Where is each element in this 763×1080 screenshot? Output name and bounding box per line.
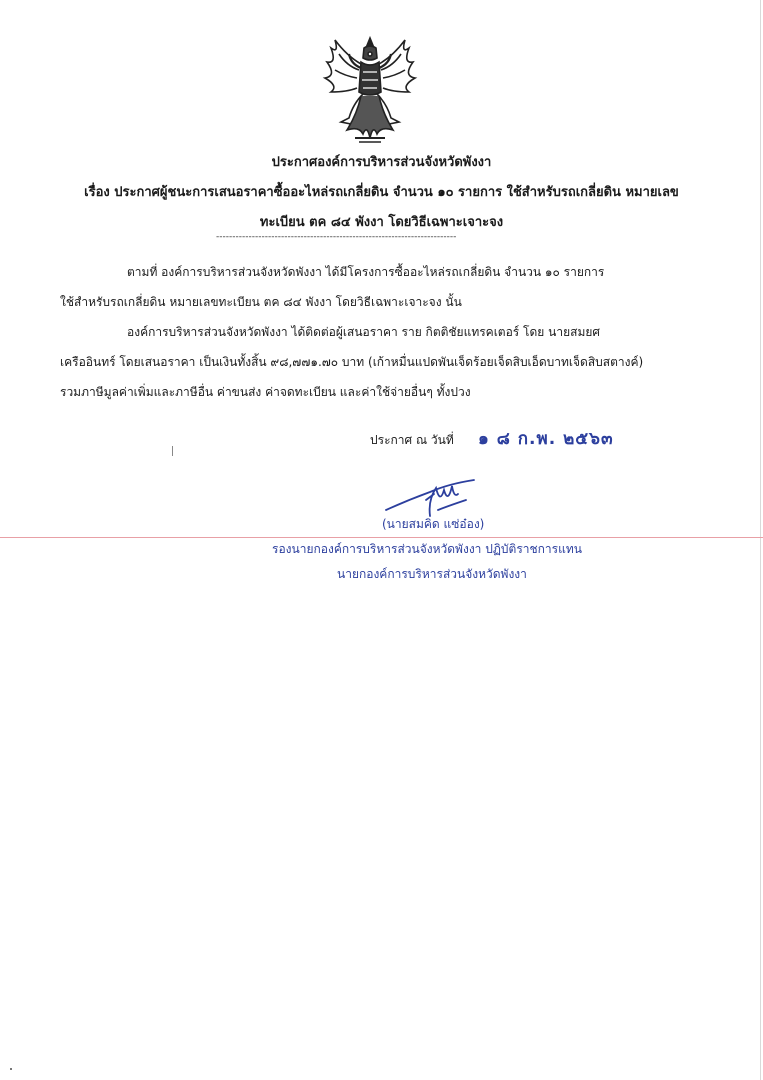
section-divider: -------------------------------------------------------------------------- [216,232,457,242]
garuda-emblem-icon [317,34,423,144]
date-stamp: ๑ ๘ ก.พ. ๒๕๖๓ [478,429,614,449]
body-paragraph-1-line-2: ใช้สำหรับรถเกลี่ยดิน หมายเลขทะเบียน ตค ๘๔ พังงา โดยวิธีเฉพาะเจาะจง นั้น [60,295,462,309]
body-paragraph-2-line-3: รวมภาษีมูลค่าเพิ่มและภาษีอื่น ค่าขนส่ง ค่าจดทะเบียน และค่าใช้จ่ายอื่นๆ ทั้งปวง [60,385,471,399]
body-paragraph-1-line-1: ตามที่ องค์การบริหารส่วนจังหวัดพังงา ได้มีโครงการซื้ออะไหล่รถเกลี่ยดิน จำนวน ๑๐ รายการ [127,265,605,279]
signer-position-line-1: รองนายกองค์การบริหารส่วนจังหวัดพังงา ปฏิบัติราชการแทน [272,542,582,556]
announcement-date-label: ประกาศ ณ วันที่ [370,433,454,447]
body-paragraph-2-line-2: เครืออินทร์ โดยเสนอราคา เป็นเงินทั้งสิ้น ๙๘,๗๗๑.๗๐ บาท (เก้าหมื่นแปดพันเจ็ดร้อยเจ็ดสิบเอ็ดบาทเจ็ดสิบสตางค์) [60,355,644,369]
scan-edge-line [760,0,761,1080]
signer-position-line-2: นายกองค์การบริหารส่วนจังหวัดพังงา [337,567,527,581]
subject-line-2: ทะเบียน ตค ๘๔ พังงา โดยวิธีเฉพาะเจาะจง [259,215,504,230]
subject-line-1: เรื่อง ประกาศผู้ชนะการเสนอราคาซื้ออะไหล่รถเกลี่ยดิน จำนวน ๑๐ รายการ ใช้สำหรับรถเกลี่ยดิน หมายเลข [84,185,679,200]
scan-margin-line [0,537,763,538]
scan-mark [172,446,173,456]
signer-name: (นายสมคิด แซ่อ๋อง) [382,517,485,531]
body-paragraph-2-line-1: องค์การบริหารส่วนจังหวัดพังงา ได้ติดต่อผู้เสนอราคา ราย กิตติชัยแทรคเตอร์ โดย นายสมยศ [127,325,600,339]
scan-dot [10,1068,12,1070]
announcement-title: ประกาศองค์การบริหารส่วนจังหวัดพังงา [271,155,492,170]
